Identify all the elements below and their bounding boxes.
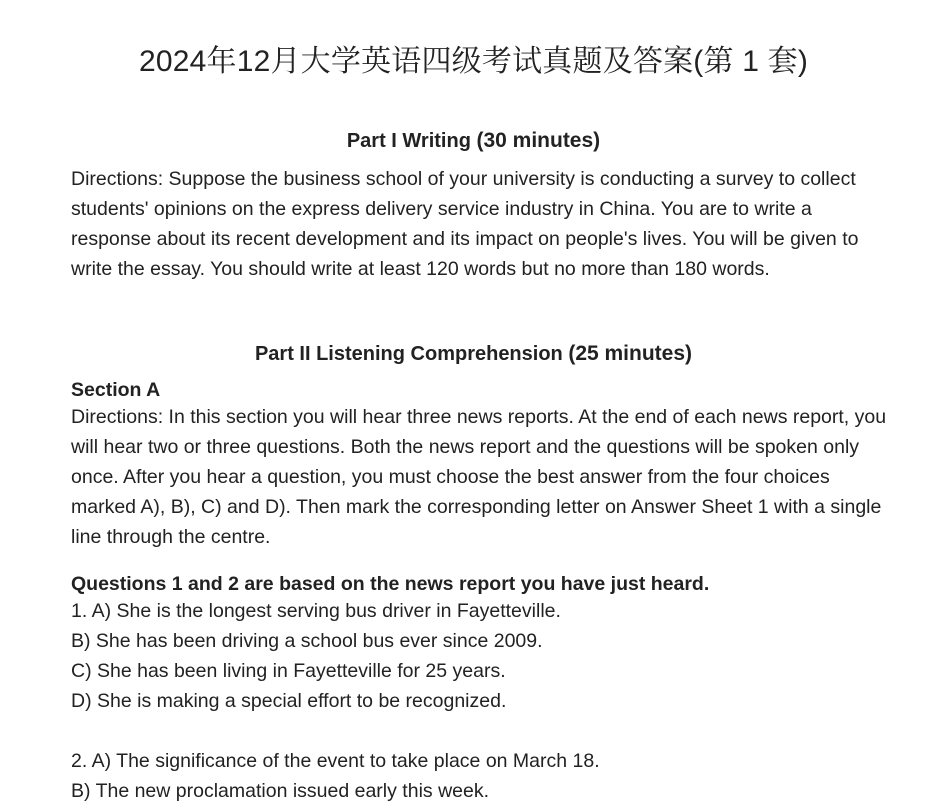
part1-directions: Directions: Suppose the business school of your university is conducting a survey to collect students' opinions on the express delivery service industry in China. You are to write a response about its recent development and its impact on people's lives. You will be given to write the essay. You should write at least 120 words but no more than 180 words. xyxy=(71,168,859,280)
q2-option-b: B) The new proclamation issued early this week. xyxy=(71,780,490,802)
q1-option-b: B) She has been driving a school bus ever since 2009. xyxy=(71,630,543,652)
section-a-label: Section A xyxy=(71,379,161,401)
part2-directions: Directions: In this section you will hear three news reports. At the end of each news report, you will hear two or three questions. Both the news report and the questions will be spoken only once. After you hear a question, you must choose the best answer from the four choices marked A), B), C) and D). Then mark the corresponding letter on Answer Sheet 1 with a single line through the centre. xyxy=(71,406,887,548)
questions-intro: Questions 1 and 2 are based on the news report you have just heard. xyxy=(71,573,710,595)
q1-option-c: C) She has been living in Fayetteville for 25 years. xyxy=(71,660,506,682)
q1-option-a: 1. A) She is the longest serving bus driver in Fayetteville. xyxy=(71,600,561,622)
part2-heading-text: Part II Listening Comprehension xyxy=(254,343,569,365)
q1-option-d: D) She is making a special effort to be recognized. xyxy=(71,690,507,712)
q2-option-a: 2. A) The significance of the event to take place on March 18. xyxy=(71,750,600,772)
part1-heading xyxy=(0,128,947,154)
part2-heading-duration: (25 minutes) xyxy=(568,342,693,365)
part1-heading-text: Part I Writing xyxy=(346,130,477,152)
part2-heading xyxy=(0,341,947,367)
part1-heading-duration: (30 minutes) xyxy=(476,129,601,152)
document-title: 2024年12月大学英语四级考试真题及答案(第 1 套) xyxy=(138,45,809,78)
